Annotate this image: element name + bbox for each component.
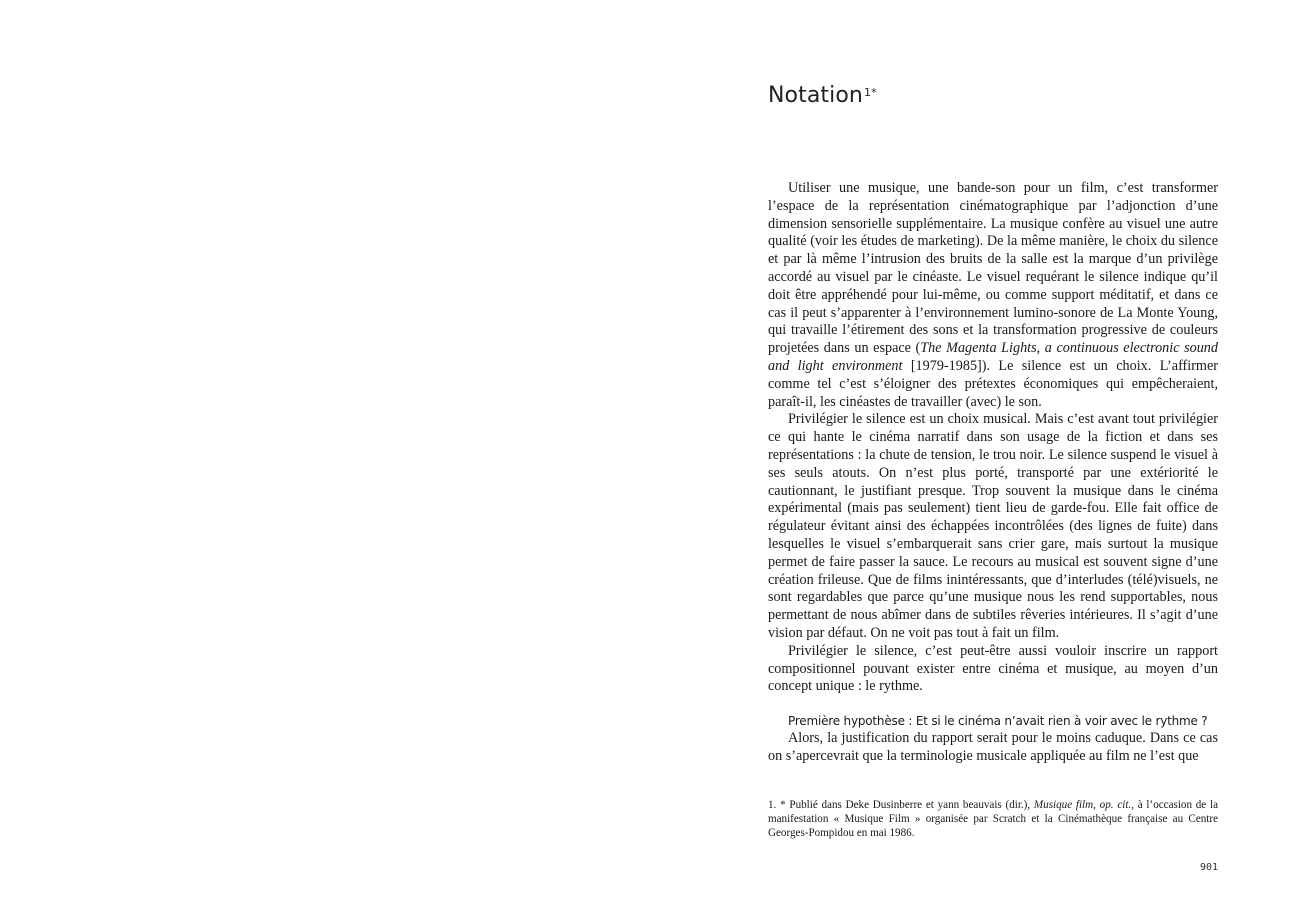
- paragraph-4: Alors, la justification du rapport serait pour le moins caduque. Dans ce cas on s’apercevrait que la terminologie musicale appliquée au film ne l’est que: [768, 730, 1218, 764]
- paragraph-2: Privilégier le silence est un choix musical. Mais c’est avant tout privilégier ce qui hante le cinéma narratif dans son usage de la fiction et dans ses représentations : la chute de tension, le trou noir. Le silence suspend le visuel à ses seuls atouts. On n’est plus porté, transporté par une extériorité le cautionnant, le justifiant presque. Trop souvent la musique dans le cinéma expérimental (mais pas seulement) tient lieu de garde-fou. Elle fait office de régulateur évitant ainsi des échappées incontrôlées (des lignes de fuite) dans lesquelles le visuel s’embarquerait sans crier gare, mais surtout la musique permet de faire passer la sauce. Le recours au musical est souvent signe d’une création frileuse. Que de films inintéressants, que d’interludes (télé)visuels, ne sont regardables que parce qu’une musique nous les rend supportables, nous permettant de nous abîmer dans de subtiles rêveries intérieures. Il s’agit d’une vision par défaut. On ne voit pas tout à fait un film.: [768, 411, 1218, 641]
- footnote-text: [768, 798, 1218, 841]
- footnote-part-b: , à l’occasion de la manifestation « Musique Film » organisée par Scratch et la Cinémathèque française au Centre Georges-Pompidou en mai 1986.: [768, 799, 1219, 840]
- hypothesis-heading: Première hypothèse : Et si le cinéma n’avait rien à voir avec le rythme ?: [788, 714, 1208, 729]
- footnote-part-a: 1. * Publié dans Deke Dusinberre et yann beauvais (dir.),: [768, 799, 1034, 811]
- chapter-title: [768, 83, 877, 109]
- paragraph-1-part-a: Utiliser une musique, une bande-son pour un film, c’est transformer l’espace de la représentation cinématographique par l’adjonction d’une dimension sensorielle supplémentaire. La musique confère au visuel une autre qualité (voir les études de marketing). De la même manière, le choix du silence et par là même l’intrusion des bruits de la salle est la marque d’un privilège accordé au visuel par le cinéaste. Le visuel requérant le silence indique qu’il doit être appréhendé pour lui-même, ou comme support méditatif, et dans ce cas il peut s’apparenter à l’environnement lumino-sonore de La Monte Young, qui travaille l’étirement des sons et la transformation progressive de couleurs projetées dans un espace (: [768, 180, 1218, 357]
- artwork-title: The Magenta Lights, a continuous electronic sound and light environment: [768, 340, 1218, 374]
- footnote: [768, 798, 1218, 841]
- page-number: 901: [1199, 862, 1218, 873]
- footnote-cited-title: Musique film, op. cit.: [1033, 799, 1132, 811]
- paragraph-1: [768, 180, 1218, 411]
- footnote-reference[interactable]: 1*: [863, 86, 877, 99]
- chapter-title-text: Notation: [768, 83, 863, 108]
- body-text: [768, 180, 1218, 766]
- paragraph-3: Privilégier le silence, c’est peut-être aussi vouloir inscrire un rapport compositionnel pouvant exister entre cinéma et musique, au moyen d’un concept unique : le rythme.: [768, 642, 1218, 695]
- book-page: [768, 0, 1218, 913]
- paragraph-1-part-b: [1979-1985]). Le silence est un choix. L’affirmer comme tel c’est s’éloigner des prétextes économiques qui empêcheraient, paraît-il, les cinéastes de travailler (avec) le son.: [768, 357, 1218, 410]
